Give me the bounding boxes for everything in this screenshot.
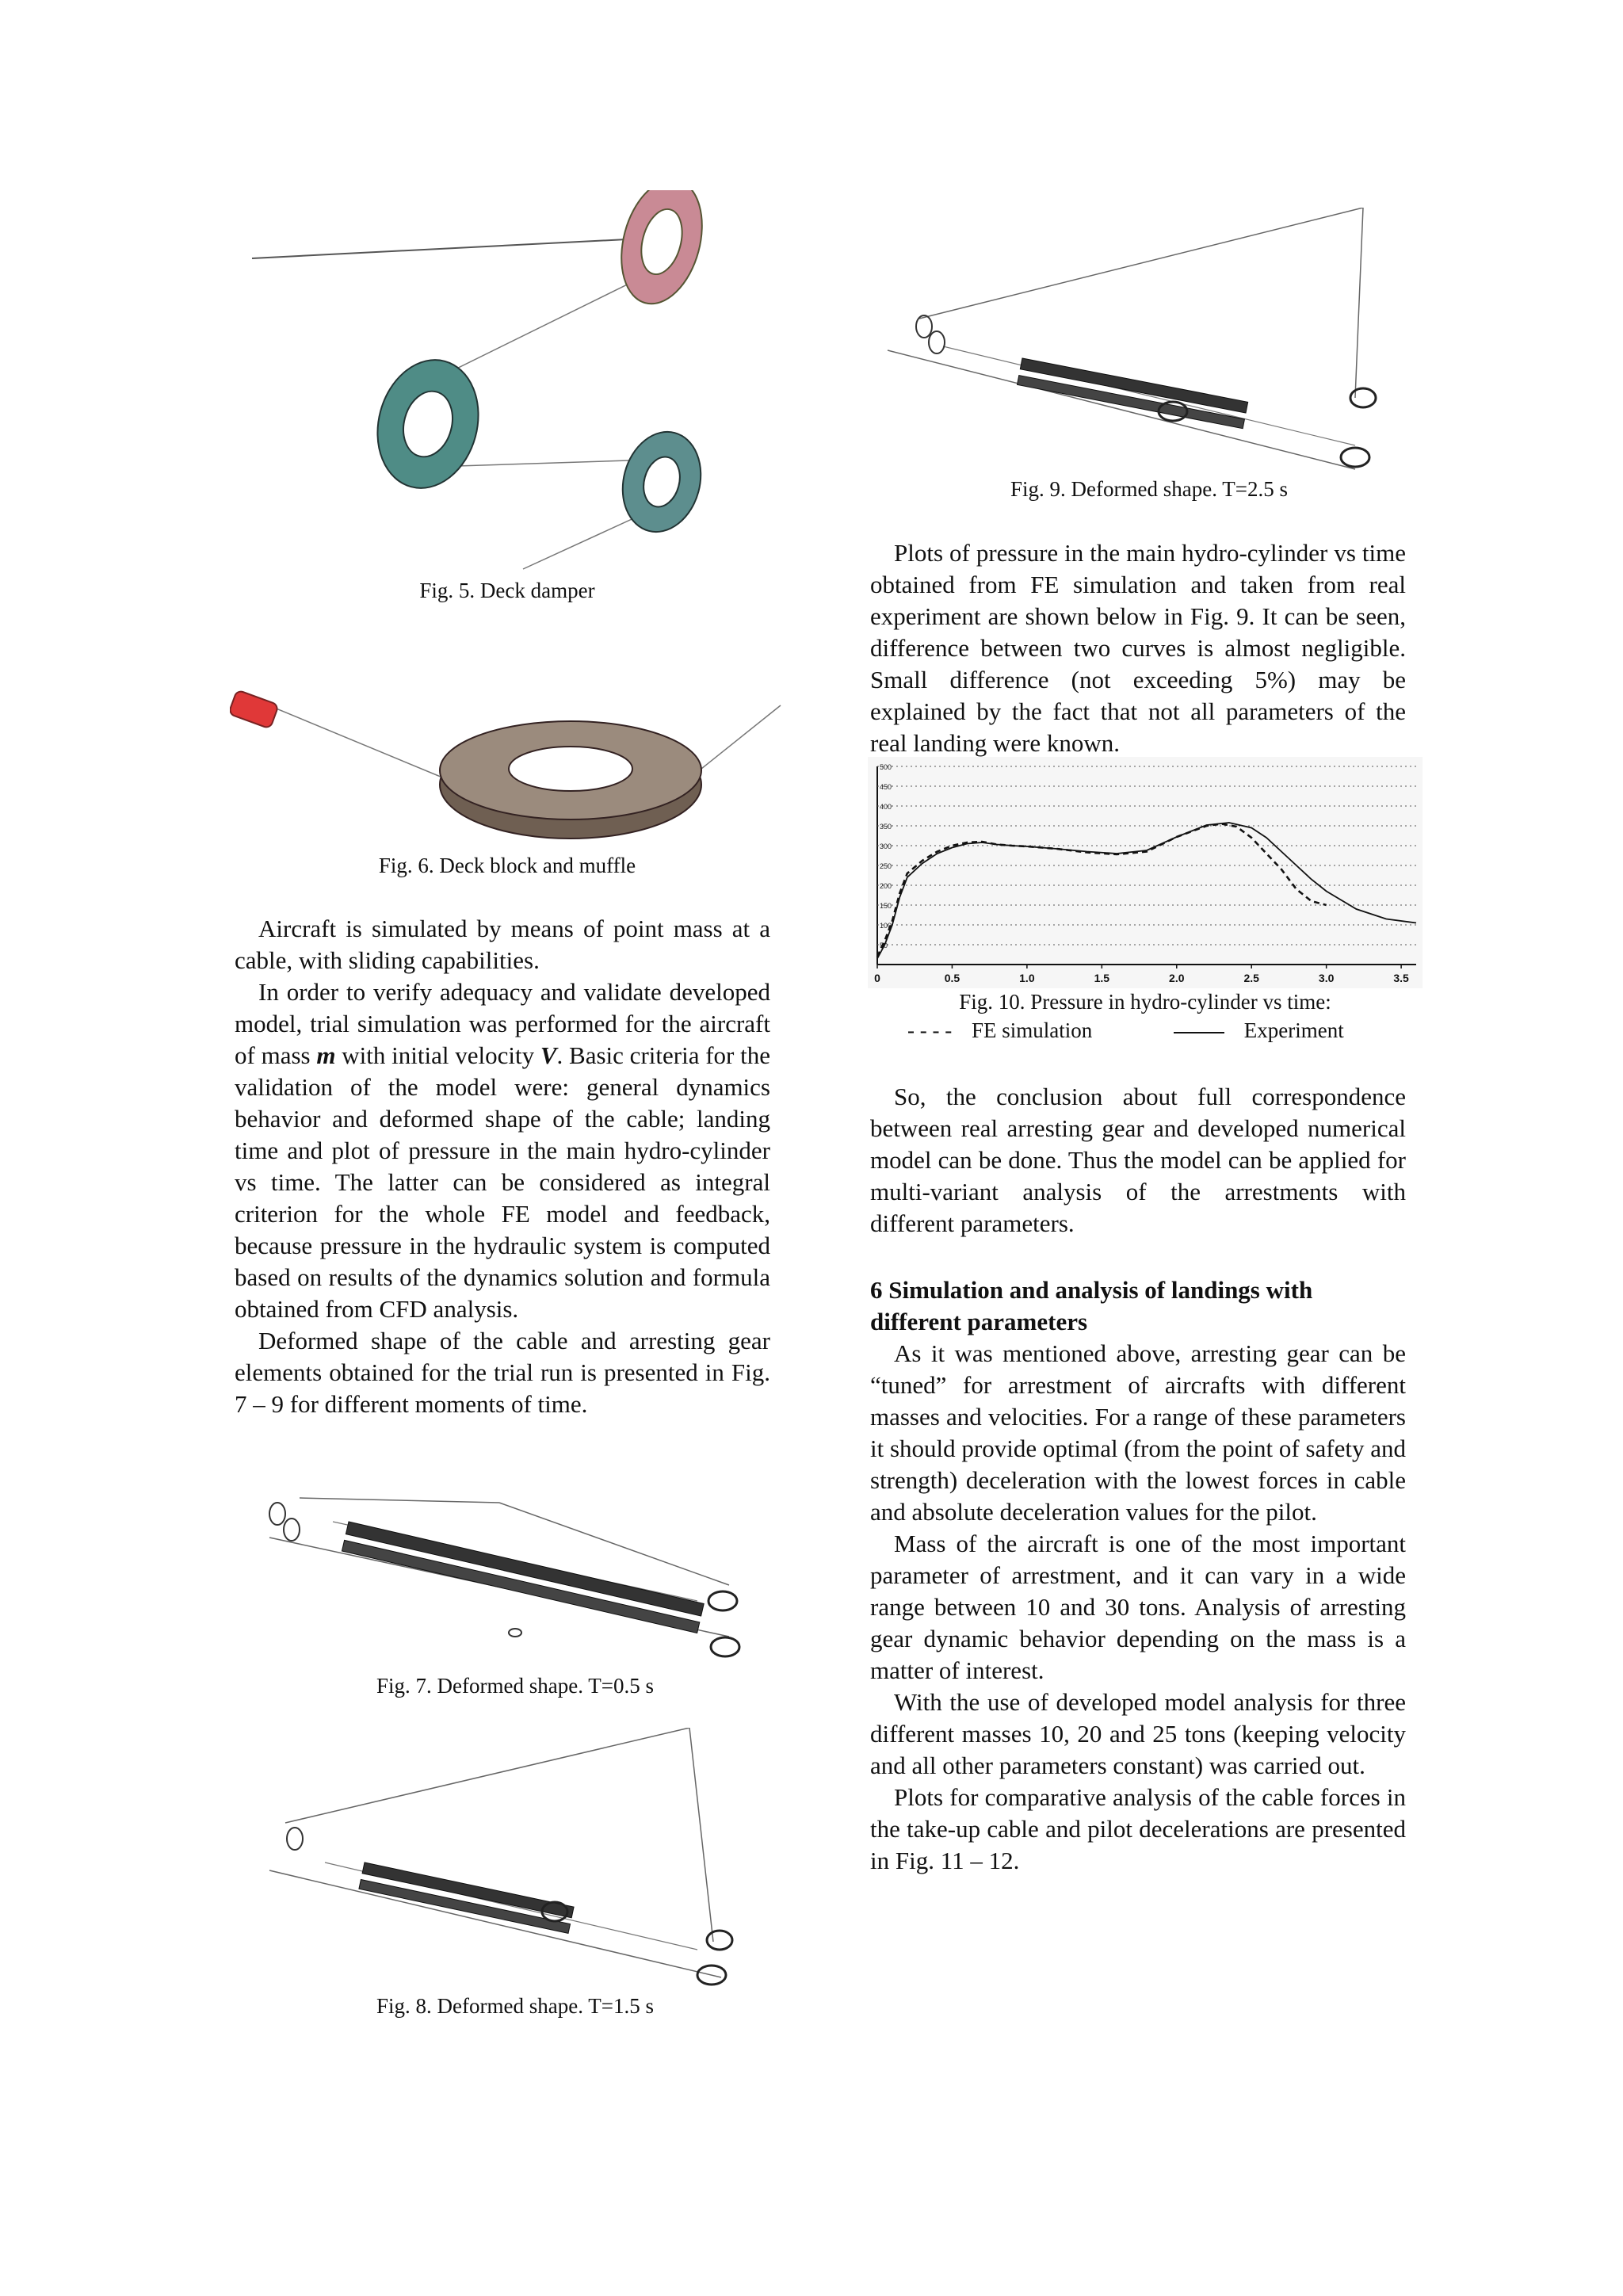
left-p2-a: In order to verify adequacy and validate developed model, trial simulation was performed for the aircraft of mass	[235, 978, 770, 1069]
chart-x-tick-label: 2.0	[1169, 972, 1185, 984]
right-paragraph-1: Plots of pressure in the main hydro-cylinder vs time obtained from FE simulation and taken from real experiment are shown below in Fig. 9. It can be seen, difference between two curves is almost negligible. Small difference (not exceeding 5%) may be explained by the fact that not all parameters of the real landing were known.	[870, 539, 1406, 757]
chart-y-tick-label: 200	[880, 882, 892, 890]
velocity-symbol: V	[540, 1041, 557, 1069]
legend-fe-dash: - - - -	[907, 1018, 953, 1042]
section-heading: 6 Simulation and analysis of landings with different parameters	[870, 1276, 1313, 1335]
chart-y-tick-label: 250	[880, 862, 892, 870]
chart-y-tick-label: 350	[880, 823, 892, 831]
left-p2-b: with initial velocity	[335, 1041, 540, 1069]
chart-y-tick-label: 100	[880, 922, 892, 930]
fig5-image	[246, 190, 769, 579]
fig5-caption: Fig. 5. Deck damper	[419, 579, 595, 602]
fig8-image	[254, 1728, 777, 1989]
fig8-caption: Fig. 8. Deformed shape. T=1.5 s	[376, 1994, 654, 2018]
fig6-image	[230, 674, 785, 856]
chart-x-tick-label: 3.0	[1318, 972, 1335, 984]
chart-x-tick-label: 1.0	[1019, 972, 1035, 984]
right-paragraph-6: Plots for comparative analysis of the cable forces in the take-up cable and pilot decelerations are presented in Fig. 11 – 12.	[870, 1783, 1406, 1874]
legend-exp-line	[1174, 1032, 1224, 1033]
chart-y-tick-label: 500	[880, 763, 892, 771]
chart-x-tick-label: 2.5	[1243, 972, 1259, 984]
fig9-image	[880, 208, 1419, 477]
right-paragraph-2: So, the conclusion about full correspondence between real arresting gear and developed numerical model can be done. Thus the model can be applied for multi-variant analysis of the arrestments with different parameters.	[870, 1083, 1406, 1237]
mass-symbol: m	[316, 1041, 336, 1069]
right-column-text-top	[870, 537, 1406, 759]
chart-x-tick-label: 0.5	[944, 972, 960, 984]
fig10-chart	[868, 757, 1423, 988]
right-paragraph-5: With the use of developed model analysis for three different masses 10, 20 and 25 tons (keeping velocity and all other parameters constant) was carried out.	[870, 1688, 1406, 1779]
left-paragraph-2	[235, 976, 770, 1325]
left-p2-c: . Basic criteria for the validation of the model were: general dynamics behavior and deformed shape of the cable; landing time and plot of pressure in the main hydro-cylinder vs time. The latter can be considered as integral criterion for the whole FE model and feedback, because pressure in the hydraulic system is computed based on results of the dynamics solution and formula obtained from CFD analysis.	[235, 1041, 770, 1323]
fig6-caption: Fig. 6. Deck block and muffle	[378, 854, 636, 877]
fig10-legend	[868, 1017, 1423, 1044]
chart-x-tick-label: 1.5	[1094, 972, 1110, 984]
chart-x-tick-label: 3.5	[1393, 972, 1409, 984]
legend-fe-label: FE simulation	[971, 1018, 1093, 1042]
chart-y-tick-label: 300	[880, 842, 892, 850]
chart-y-tick-label: 450	[880, 783, 892, 791]
right-column-text-bottom	[870, 1081, 1406, 1877]
chart-y-tick-label: 150	[880, 902, 892, 910]
chart-y-tick-label: 50	[880, 942, 888, 949]
left-paragraph-1: Aircraft is simulated by means of point mass at a cable, with sliding capabilities.	[235, 915, 770, 974]
chart-x-tick-label: 0	[874, 972, 880, 984]
fig10-caption: Fig. 10. Pressure in hydro-cylinder vs time:	[959, 990, 1331, 1014]
left-paragraph-3: Deformed shape of the cable and arresting gear elements obtained for the trial run is presented in Fig. 7 – 9 for different moments of time.	[235, 1327, 770, 1418]
fig7-image	[254, 1490, 777, 1664]
chart-y-tick-label: 400	[880, 803, 892, 811]
fig9-caption: Fig. 9. Deformed shape. T=2.5 s	[1010, 477, 1288, 501]
left-column-text	[235, 913, 770, 1420]
right-paragraph-4: Mass of the aircraft is one of the most important parameter of arrestment, and it can vary in a wide range between 10 and 30 tons. Analysis of arresting gear dynamic behavior depending on the mass is a matter of interest.	[870, 1530, 1406, 1684]
right-paragraph-3: As it was mentioned above, arresting gear can be “tuned” for arrestment of aircrafts with different masses and velocities. For a range of these parameters it should provide optimal (from the point of safety and strength) deceleration with the lowest forces in cable and absolute deceleration values for the pilot.	[870, 1339, 1406, 1526]
fig7-caption: Fig. 7. Deformed shape. T=0.5 s	[376, 1674, 654, 1698]
legend-exp-label: Experiment	[1243, 1018, 1344, 1042]
